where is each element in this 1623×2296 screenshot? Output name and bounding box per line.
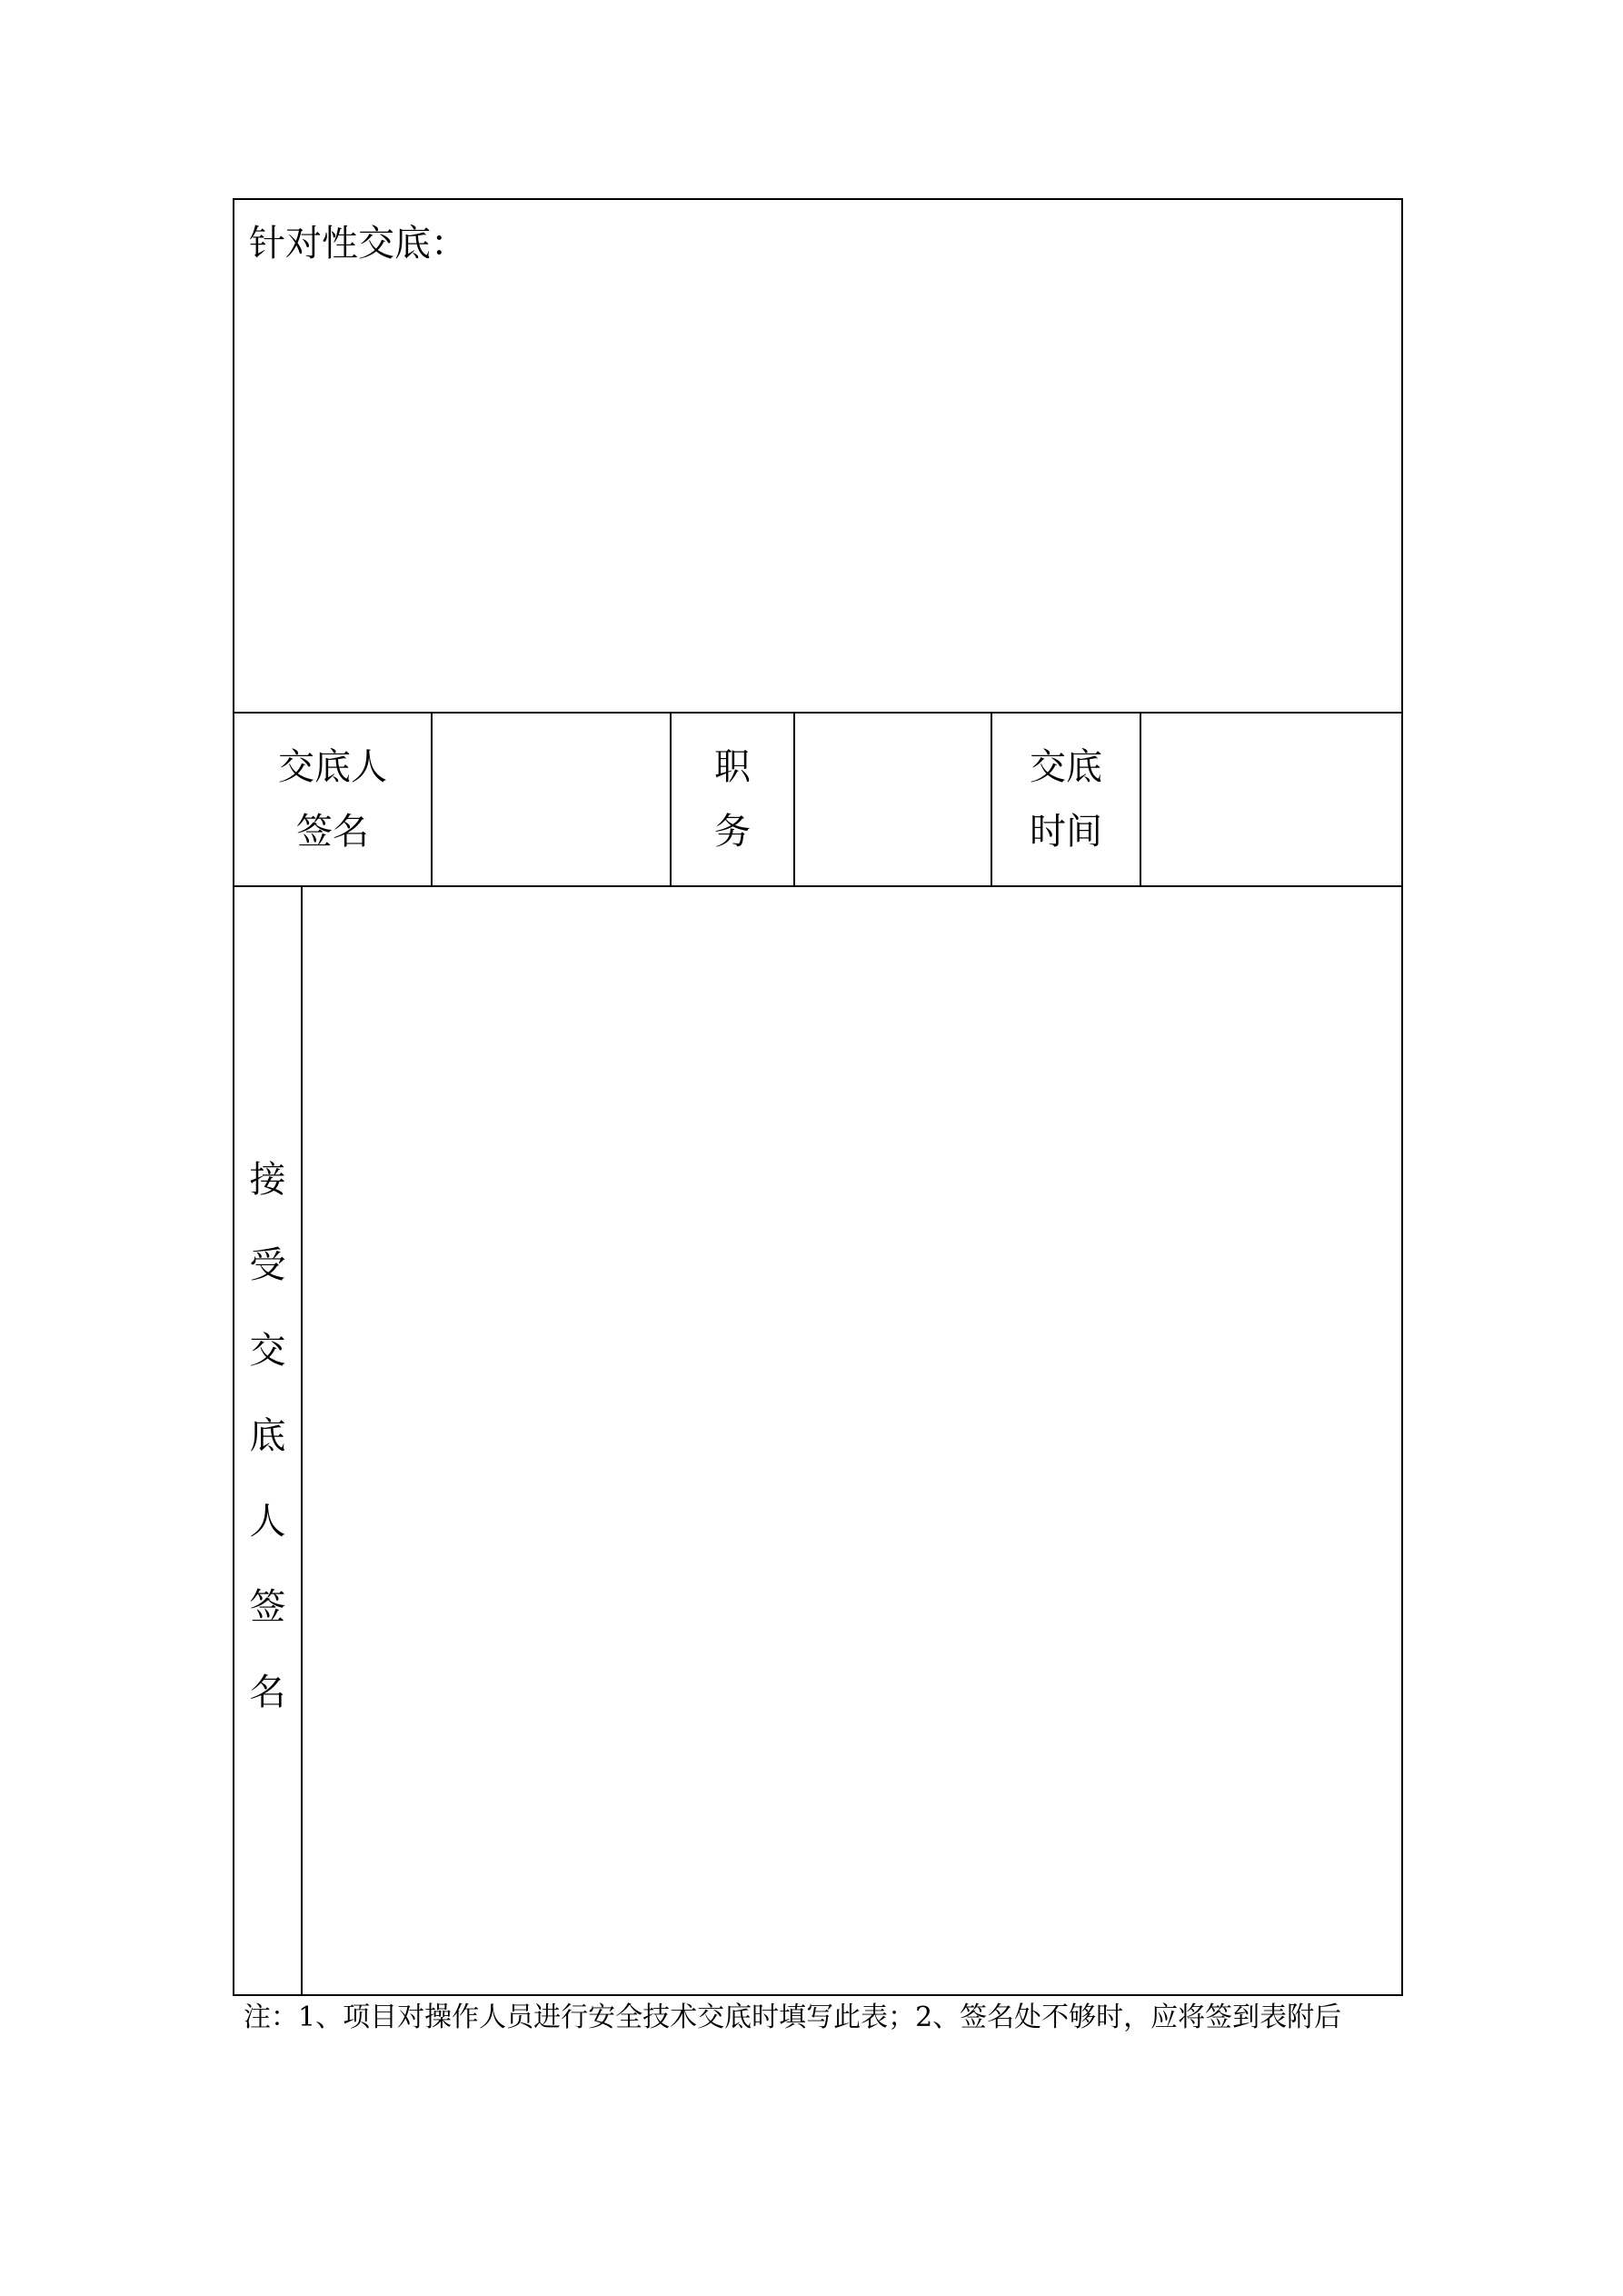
- form-footnote: 注：1、项目对操作人员进行安全技术交底时填写此表；2、签名处不够时，应将签到表附后: [244, 2002, 1342, 2033]
- targeted-disclosure-section[interactable]: [234, 200, 1401, 714]
- receivers-label-char: 底: [249, 1415, 286, 1457]
- position-label-line2: 务: [714, 811, 751, 853]
- receivers-label-char: 受: [249, 1244, 286, 1286]
- position-label-cell: [672, 714, 795, 885]
- discloser-signature-field[interactable]: [433, 714, 672, 885]
- discloser-signature-label-line1: 交底人: [278, 746, 387, 788]
- receivers-signature-label: [234, 887, 303, 1994]
- disclosure-time-label-line2: 时间: [1030, 811, 1102, 853]
- receivers-label-char: 接: [249, 1159, 286, 1201]
- discloser-info-row: [234, 714, 1401, 887]
- receivers-signature-section: [234, 887, 1401, 1994]
- discloser-signature-label-line2: 签名: [296, 811, 369, 853]
- disclosure-time-label-cell: [992, 714, 1141, 885]
- receivers-label-char: 签: [249, 1586, 286, 1628]
- discloser-signature-label-cell: [234, 714, 433, 885]
- targeted-disclosure-label: 针对性交底：: [249, 223, 467, 265]
- receivers-label-char: 交: [249, 1330, 286, 1372]
- disclosure-time-label-line1: 交底: [1030, 746, 1102, 788]
- disclosure-form-table: [233, 198, 1403, 1996]
- receivers-signature-area[interactable]: [303, 887, 1401, 1994]
- position-field[interactable]: [795, 714, 992, 885]
- disclosure-time-field[interactable]: [1141, 714, 1401, 885]
- position-label-line1: 职: [714, 746, 751, 788]
- receivers-label-char: 名: [249, 1672, 286, 1713]
- receivers-label-char: 人: [249, 1501, 286, 1542]
